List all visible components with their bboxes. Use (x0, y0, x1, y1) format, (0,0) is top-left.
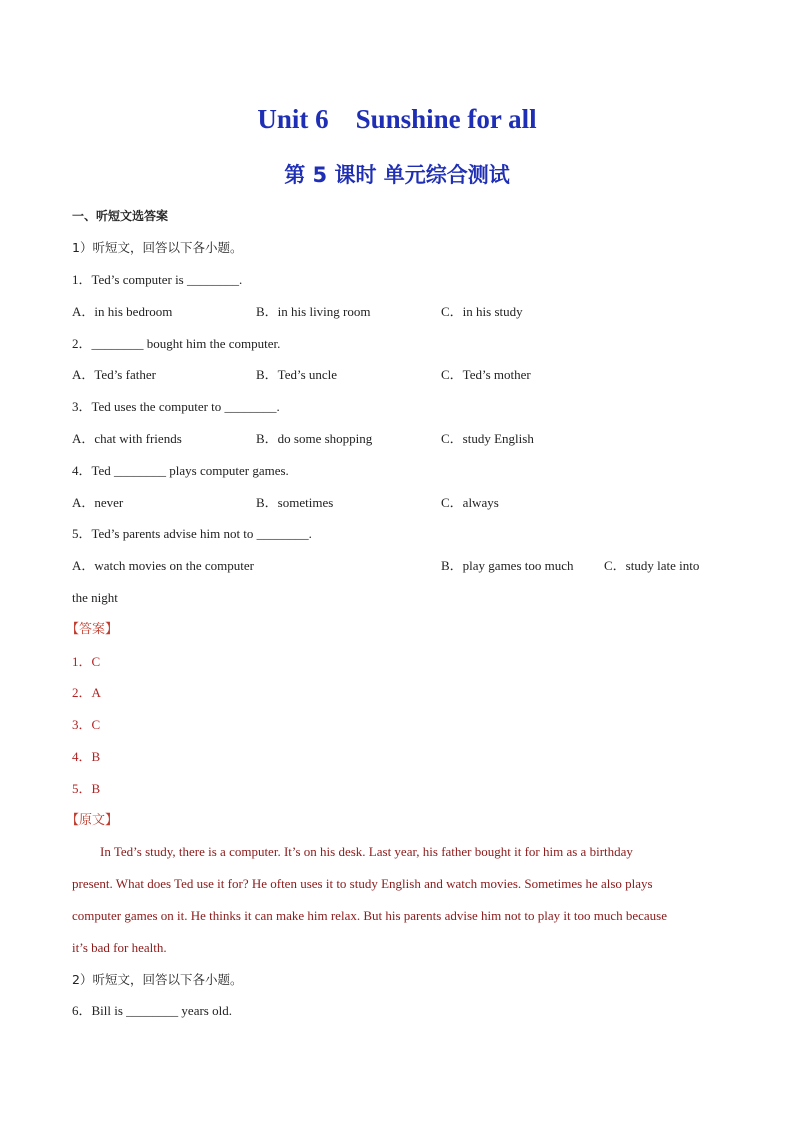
answer-item: 4．B (72, 749, 101, 764)
q4-option-b: B．sometimes (256, 495, 334, 510)
q3-option-c: C．study English (441, 431, 534, 446)
q2-option-a: A．Ted’s father (72, 367, 156, 382)
q5-option-c: C．study late into (604, 558, 700, 573)
question-3: 3．Ted uses the computer to ________. (72, 399, 280, 414)
passage-line: present. What does Ted use it for? He often uses it to study English and watch movies. Sometimes he also plays (72, 876, 653, 891)
answer-item: 5．B (72, 781, 101, 796)
source-text-tag: 【原文】 (66, 813, 119, 828)
q2-option-b: B．Ted’s uncle (256, 367, 338, 382)
answer-item: 2．A (72, 685, 101, 700)
passage-line: In Ted’s study, there is a computer. It’s on his desk. Last year, his father bought it for him as a birthday (100, 844, 633, 859)
q1-option-b: B．in his living room (256, 304, 371, 319)
q5-option-b: B．play games too much (441, 558, 574, 573)
part1-intro: 1）听短文，回答以下各小题。 (72, 240, 243, 255)
answer-item: 1．C (72, 654, 101, 669)
q4-option-c: C．always (441, 495, 499, 510)
question-4: 4．Ted ________ plays computer games. (72, 463, 289, 478)
section-heading: 一、听短文选答案 (72, 209, 169, 223)
q3-option-a: A．chat with friends (72, 431, 182, 446)
part2-intro: 2）听短文，回答以下各小题。 (72, 972, 243, 987)
q5-option-c-continued: the night (72, 590, 118, 605)
q5-option-a: A．watch movies on the computer (72, 558, 254, 573)
page-title: Unit 6 Sunshine for all (257, 104, 537, 134)
answer-item: 3．C (72, 717, 101, 732)
q3-option-b: B．do some shopping (256, 431, 373, 446)
question-5: 5．Ted’s parents advise him not to ________. (72, 526, 312, 541)
question-6: 6．Bill is ________ years old. (72, 1003, 232, 1018)
q1-option-a: A．in his bedroom (72, 304, 173, 319)
q4-option-a: A．never (72, 495, 124, 510)
question-2: 2．________ bought him the computer. (72, 336, 281, 351)
passage-line: it’s bad for health. (72, 940, 167, 955)
q2-option-c: C．Ted’s mother (441, 367, 531, 382)
passage-line: computer games on it. He thinks it can make him relax. But his parents advise him not to play it too much because (72, 908, 667, 923)
q1-option-c: C．in his study (441, 304, 523, 319)
answer-tag: 【答案】 (66, 622, 119, 637)
page-subtitle: 第 5 课时 单元综合测试 (284, 163, 510, 187)
question-1: 1．Ted’s computer is ________. (72, 272, 243, 287)
